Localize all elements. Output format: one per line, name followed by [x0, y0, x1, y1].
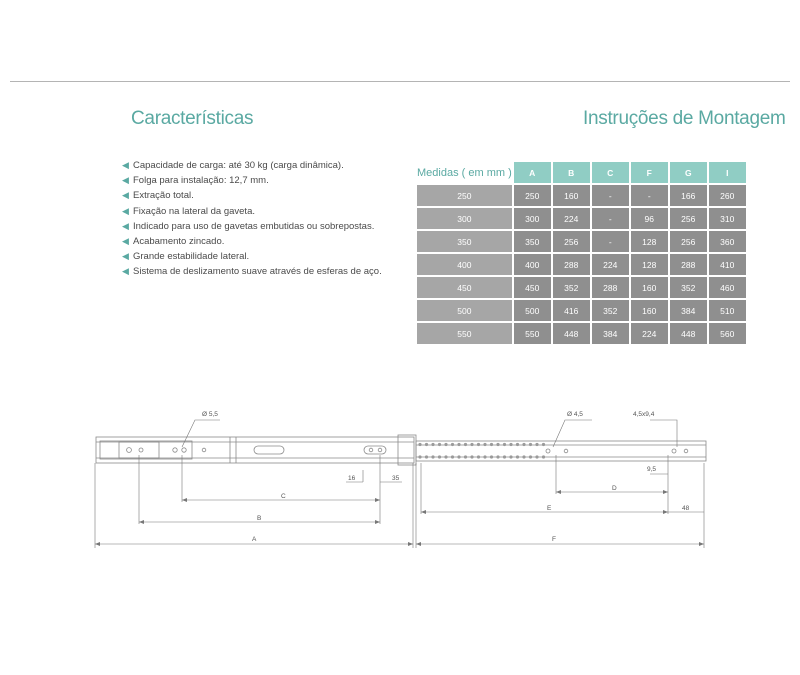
ball-bearing [516, 443, 519, 446]
dimension-label: 16 [348, 475, 356, 482]
dimension-label: 35 [392, 475, 400, 482]
table-cell: 256 [670, 208, 707, 229]
end-stop [398, 435, 416, 465]
dimension-label: B [257, 515, 262, 522]
mounting-hole [182, 448, 186, 452]
table-cell: 160 [631, 300, 668, 321]
table-cell: 260 [709, 185, 746, 206]
feature-text: Folga para instalação: 12,7 mm. [133, 175, 269, 187]
ball-bearing [490, 443, 493, 446]
table-cell: 352 [670, 277, 707, 298]
table-cell: 448 [670, 323, 707, 344]
dimension-label: E [547, 505, 552, 512]
ball-bearing [464, 443, 467, 446]
table-cell: 448 [553, 323, 590, 344]
chevron-left-icon: ◀ [122, 175, 129, 186]
table-cell: 350 [514, 231, 551, 252]
table-cell: 450 [514, 277, 551, 298]
ball-bearing [457, 443, 460, 446]
column-header-f: F [631, 162, 668, 183]
table-cell: 510 [709, 300, 746, 321]
ball-bearing [516, 455, 519, 458]
mounting-hole [564, 449, 568, 453]
mounting-hole [672, 449, 676, 453]
mounting-hole [139, 448, 143, 452]
ball-bearing [425, 455, 428, 458]
table-cell: 400 [514, 254, 551, 275]
row-size-cell: 550 [417, 323, 512, 344]
ball-bearing [470, 455, 473, 458]
long-slot [254, 446, 284, 454]
table-cell: 300 [514, 208, 551, 229]
table-cell: 384 [670, 300, 707, 321]
ball-bearing [477, 455, 480, 458]
mounting-hole [684, 449, 688, 453]
column-header-a: A [514, 162, 551, 183]
ball-bearing [496, 443, 499, 446]
table-cell: 160 [553, 185, 590, 206]
ball-bearing [542, 455, 545, 458]
dimension-label: C [281, 493, 286, 500]
ball-bearing [477, 443, 480, 446]
table-cell: 250 [514, 185, 551, 206]
dimension-label: D [612, 485, 617, 492]
ball-bearing [444, 455, 447, 458]
ball-bearing [457, 455, 460, 458]
feature-text: Fixação na lateral da gaveta. [133, 205, 255, 217]
hole-diameter-label: Ø 5,5 [202, 411, 218, 418]
ball-bearing [542, 443, 545, 446]
ball-bearing [418, 443, 421, 446]
feature-text: Acabamento zincado. [133, 236, 225, 248]
row-size-cell: 450 [417, 277, 512, 298]
row-size-cell: 500 [417, 300, 512, 321]
table-cell: 410 [709, 254, 746, 275]
ball-bearing [535, 443, 538, 446]
hole-diameter-label: Ø 4,5 [567, 411, 583, 418]
chevron-left-icon: ◀ [122, 251, 129, 262]
ball-bearing [451, 443, 454, 446]
row-size-cell: 300 [417, 208, 512, 229]
leader-line [553, 420, 592, 447]
table-cell: 166 [670, 185, 707, 206]
ball-bearing [522, 443, 525, 446]
table-cell: 560 [709, 323, 746, 344]
chevron-left-icon: ◀ [122, 160, 129, 170]
ball-bearing [490, 455, 493, 458]
table-cell: 224 [553, 208, 590, 229]
mounting-hole [173, 448, 177, 452]
dimension-label: 48 [682, 505, 690, 512]
row-size-cell: 400 [417, 254, 512, 275]
table-cell: 160 [631, 277, 668, 298]
table-cell: - [592, 185, 629, 206]
table-cell: - [592, 208, 629, 229]
table-cell: 352 [592, 300, 629, 321]
ball-bearing [470, 443, 473, 446]
ball-bearing [496, 455, 499, 458]
feature-text: Extração total. [133, 190, 194, 202]
ball-bearing [444, 443, 447, 446]
slide-inner-rail [100, 441, 192, 459]
slot-size-label: 4,5x9,4 [633, 411, 655, 418]
table-cell: 500 [514, 300, 551, 321]
feature-text: Sistema de deslizamento suave através de esferas de aço. [133, 266, 382, 278]
column-header-g: G [670, 162, 707, 183]
ball-bearing [509, 455, 512, 458]
table-cell: 360 [709, 231, 746, 252]
table-cell: 550 [514, 323, 551, 344]
characteristics-heading: Características [131, 108, 254, 129]
dimension-label: 9,5 [647, 466, 657, 473]
ball-bearing [483, 455, 486, 458]
chevron-left-icon: ◀ [122, 190, 129, 201]
mounting-hole [127, 448, 132, 453]
table-cell: 352 [553, 277, 590, 298]
ball-bearing [503, 443, 506, 446]
feature-text: Indicado para uso de gavetas embutidas ou sobrepostas. [133, 220, 375, 232]
table-cell: 416 [553, 300, 590, 321]
dimension-label: F [552, 536, 556, 543]
ball-bearing [509, 443, 512, 446]
table-cell: 256 [670, 231, 707, 252]
ball-bearing [425, 443, 428, 446]
mounting-hole [546, 449, 550, 453]
row-size-cell: 350 [417, 231, 512, 252]
ball-bearing [438, 455, 441, 458]
table-cell: 384 [592, 323, 629, 344]
table-cell: 310 [709, 208, 746, 229]
chevron-left-icon: ◀ [122, 266, 129, 277]
ball-bearing [418, 455, 421, 458]
mounting-hole [378, 448, 382, 452]
feature-text: Grande estabilidade lateral. [133, 251, 250, 263]
table-cell: - [631, 185, 668, 206]
chevron-left-icon: ◀ [122, 205, 129, 216]
table-cell: 96 [631, 208, 668, 229]
table-cell: 288 [670, 254, 707, 275]
ball-bearing [464, 455, 467, 458]
table-cell: 460 [709, 277, 746, 298]
leader-line [182, 420, 220, 447]
chevron-left-icon: ◀ [122, 220, 129, 231]
instructions-heading: Instruções de Montagem [583, 108, 786, 129]
ball-bearing [529, 443, 532, 446]
feature-text: Capacidade de carga: até 30 kg (carga dinâmica). [133, 160, 344, 171]
table-cell: - [592, 231, 629, 252]
column-header-c: C [592, 162, 629, 183]
ball-bearing [535, 455, 538, 458]
column-header-b: B [553, 162, 590, 183]
ball-bearing [529, 455, 532, 458]
ball-bearing [503, 455, 506, 458]
table-cell: 128 [631, 254, 668, 275]
table-cell: 224 [592, 254, 629, 275]
table-cell: 224 [631, 323, 668, 344]
column-header-i: I [709, 162, 746, 183]
dimension-label: A [252, 536, 257, 543]
ball-bearing [451, 455, 454, 458]
table-cell: 256 [553, 231, 590, 252]
mounting-hole [202, 448, 206, 452]
leader-line [650, 420, 677, 447]
ball-bearing [483, 443, 486, 446]
column-header-medidas: Medidas ( em mm ) [417, 166, 512, 179]
table-cell: 128 [631, 231, 668, 252]
ball-bearing [431, 455, 434, 458]
mounting-hole [369, 448, 373, 452]
table-cell: 288 [592, 277, 629, 298]
ball-bearing [522, 455, 525, 458]
ball-bearing [431, 443, 434, 446]
chevron-left-icon: ◀ [122, 236, 129, 247]
table-cell: 288 [553, 254, 590, 275]
short-slot [364, 446, 386, 454]
row-size-cell: 250 [417, 185, 512, 206]
ball-bearing [438, 443, 441, 446]
